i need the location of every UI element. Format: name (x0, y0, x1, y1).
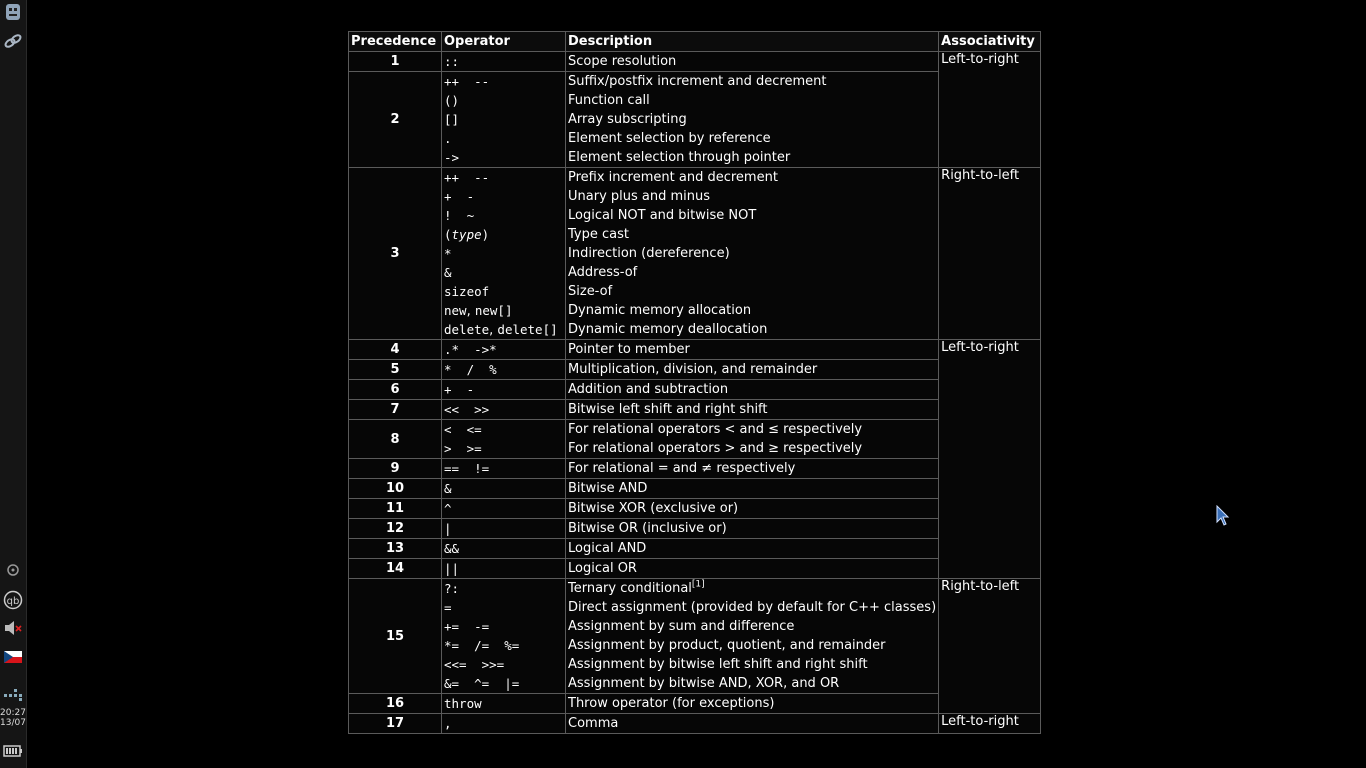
precedence-cell: 1 (349, 52, 442, 72)
operator-text: :: (444, 54, 460, 69)
description-cell (566, 400, 939, 420)
operator-text: > >= (444, 441, 482, 456)
operator-cell (442, 479, 566, 499)
description-text: Address-of (568, 265, 638, 280)
description-cell (566, 380, 939, 400)
svg-text:qb: qb (6, 596, 20, 607)
precedence-cell: 14 (349, 559, 442, 579)
operator-text: &= ^= |= (444, 676, 520, 691)
table-row (349, 340, 1041, 360)
volume-muted-icon[interactable] (3, 618, 23, 638)
operator-text: || (444, 561, 460, 576)
description-text: Dynamic memory allocation (568, 303, 752, 318)
associativity-cell: Right-to-left (939, 168, 1041, 340)
description-text: Size-of (568, 284, 613, 299)
table-row (349, 579, 1041, 694)
chain-link-icon[interactable] (3, 31, 23, 51)
precedence-cell: 16 (349, 694, 442, 714)
operator-text: .* ->* (444, 342, 497, 357)
app-launcher-icon[interactable] (3, 2, 23, 22)
table-row (349, 559, 1041, 579)
precedence-cell: 10 (349, 479, 442, 499)
description-text: Comma (568, 716, 619, 731)
description-text: Indirection (dereference) (568, 246, 730, 261)
description-text: Scope resolution (568, 54, 677, 69)
description-cell (566, 360, 939, 380)
operator-cell (442, 539, 566, 559)
header-description: Description (566, 32, 939, 52)
operator-text: * / % (444, 362, 497, 377)
description-text: Array subscripting (568, 112, 687, 127)
description-cell (566, 340, 939, 360)
description-text: Direct assignment (provided by default for C++ classes) (568, 600, 937, 615)
table-row (349, 72, 1041, 168)
operator-text: ++ -- (444, 170, 490, 185)
description-text: Logical OR (568, 561, 637, 576)
precedence-cell: 9 (349, 459, 442, 479)
description-text: Suffix/postfix increment and decrement (568, 74, 827, 89)
operator-text: && (444, 541, 460, 556)
operator-text: ++ -- (444, 74, 490, 89)
precedence-cell: 15 (349, 579, 442, 694)
description-cell (566, 459, 939, 479)
precedence-cell: 7 (349, 400, 442, 420)
description-cell (566, 539, 939, 559)
mouse-cursor-icon (1216, 505, 1230, 527)
precedence-cell: 13 (349, 539, 442, 559)
table-row (349, 52, 1041, 72)
description-text: Function call (568, 93, 650, 108)
description-text: Ternary conditional[1] (568, 579, 705, 596)
description-text: Multiplication, division, and remainder (568, 362, 818, 377)
description-cell (566, 479, 939, 499)
operator-cell (442, 499, 566, 519)
description-text: Bitwise AND (568, 481, 648, 496)
description-cell (566, 168, 939, 340)
operator-cell (442, 519, 566, 539)
operator-text: -> (444, 150, 460, 165)
associativity-cell: Left-to-right (939, 714, 1041, 734)
operator-text: + - (444, 189, 475, 204)
description-text: Pointer to member (568, 342, 690, 357)
description-text: Type cast (568, 227, 629, 242)
table-row (349, 380, 1041, 400)
description-text: Logical NOT and bitwise NOT (568, 208, 757, 223)
description-text: Unary plus and minus (568, 189, 711, 204)
operator-cell (442, 714, 566, 734)
table-header-row (349, 32, 1041, 52)
table-row (349, 420, 1041, 459)
clock-date: 13/07 (0, 718, 26, 728)
operator-cell (442, 420, 566, 459)
description-cell (566, 519, 939, 539)
operator-text: < <= (444, 422, 482, 437)
description-text: Dynamic memory deallocation (568, 322, 768, 337)
description-cell (566, 714, 939, 734)
precedence-cell: 2 (349, 72, 442, 168)
description-text: Addition and subtraction (568, 382, 729, 397)
description-text: Assignment by product, quotient, and remainder (568, 638, 886, 653)
table-row (349, 479, 1041, 499)
operator-text: () (444, 93, 460, 108)
description-cell (566, 52, 939, 72)
table-row (349, 168, 1041, 340)
clock-time: 20:27 (0, 708, 26, 718)
workspace-grid-icon[interactable] (3, 684, 23, 704)
keyboard-layout-flag-icon[interactable] (3, 647, 23, 667)
operator-cell (442, 400, 566, 420)
operator-cell (442, 559, 566, 579)
precedence-cell: 8 (349, 420, 442, 459)
description-text: Throw operator (for exceptions) (568, 696, 775, 711)
operator-precedence-table (348, 31, 1041, 734)
precedence-cell: 4 (349, 340, 442, 360)
precedence-cell: 3 (349, 168, 442, 340)
operator-cell (442, 72, 566, 168)
description-text: For relational operators > and ≥ respectively (568, 441, 863, 456)
operator-text: == != (444, 461, 490, 476)
operator-text: *= /= %= (444, 638, 520, 653)
associativity-cell: Right-to-left (939, 579, 1041, 714)
operator-text: (type) (444, 227, 490, 242)
table-row (349, 539, 1041, 559)
precedence-cell: 12 (349, 519, 442, 539)
precedence-cell: 11 (349, 499, 442, 519)
operator-text: ! ~ (444, 208, 475, 223)
clock[interactable] (0, 708, 26, 728)
header-precedence: Precedence (349, 32, 442, 52)
description-cell (566, 559, 939, 579)
description-text: Assignment by sum and difference (568, 619, 795, 634)
table-row (349, 519, 1041, 539)
footnote-link[interactable]: [1] (691, 579, 705, 590)
header-associativity: Associativity (939, 32, 1041, 52)
operator-cell (442, 168, 566, 340)
operator-text: & (444, 265, 452, 280)
operator-text: sizeof (444, 284, 490, 299)
operator-cell (442, 340, 566, 360)
operator-text: delete, delete[] (444, 322, 558, 338)
operator-cell (442, 459, 566, 479)
associativity-cell: Left-to-right (939, 340, 1041, 579)
header-operator: Operator (442, 32, 566, 52)
operator-text: [] (444, 112, 460, 127)
table-row (349, 459, 1041, 479)
description-text: For relational = and ≠ respectively (568, 461, 796, 476)
battery-icon[interactable] (3, 741, 23, 761)
description-cell (566, 694, 939, 714)
description-text: Assignment by bitwise AND, XOR, and OR (568, 676, 840, 691)
description-text: Prefix increment and decrement (568, 170, 778, 185)
table-row (349, 714, 1041, 734)
operator-text: << >> (444, 402, 490, 417)
associativity-cell: Left-to-right (939, 52, 1041, 168)
operator-text: += -= (444, 619, 490, 634)
description-cell (566, 579, 939, 694)
description-text: Bitwise XOR (exclusive or) (568, 501, 739, 516)
operator-text: . (444, 131, 452, 146)
table-row (349, 499, 1041, 519)
precedence-cell: 5 (349, 360, 442, 380)
description-cell (566, 72, 939, 168)
operator-text: ?: (444, 581, 460, 596)
operator-text: throw (444, 696, 482, 711)
operator-text: + - (444, 382, 475, 397)
taskbar (0, 0, 27, 768)
operator-cell (442, 694, 566, 714)
description-cell (566, 499, 939, 519)
description-text: Element selection by reference (568, 131, 771, 146)
description-text: Assignment by bitwise left shift and right shift (568, 657, 868, 672)
operator-cell (442, 360, 566, 380)
description-cell (566, 420, 939, 459)
network-icon[interactable] (3, 560, 23, 580)
operator-text: & (444, 481, 452, 496)
operator-cell (442, 52, 566, 72)
operator-cell (442, 380, 566, 400)
operator-text: <<= >>= (444, 657, 505, 672)
operator-text: * (444, 246, 452, 261)
description-text: Bitwise OR (inclusive or) (568, 521, 727, 536)
description-text: Element selection through pointer (568, 150, 791, 165)
description-text: Logical AND (568, 541, 647, 556)
table-row (349, 694, 1041, 714)
operator-text: = (444, 600, 452, 615)
table-row (349, 400, 1041, 420)
operator-text: , (444, 716, 452, 731)
qbittorrent-icon[interactable] (3, 590, 23, 610)
operator-text: new, new[] (444, 303, 513, 319)
operator-cell (442, 579, 566, 694)
precedence-cell: 17 (349, 714, 442, 734)
operator-text: ^ (444, 501, 452, 516)
table-row (349, 360, 1041, 380)
description-text: For relational operators < and ≤ respectively (568, 422, 863, 437)
operator-text: | (444, 521, 452, 536)
precedence-cell: 6 (349, 380, 442, 400)
description-text: Bitwise left shift and right shift (568, 402, 768, 417)
